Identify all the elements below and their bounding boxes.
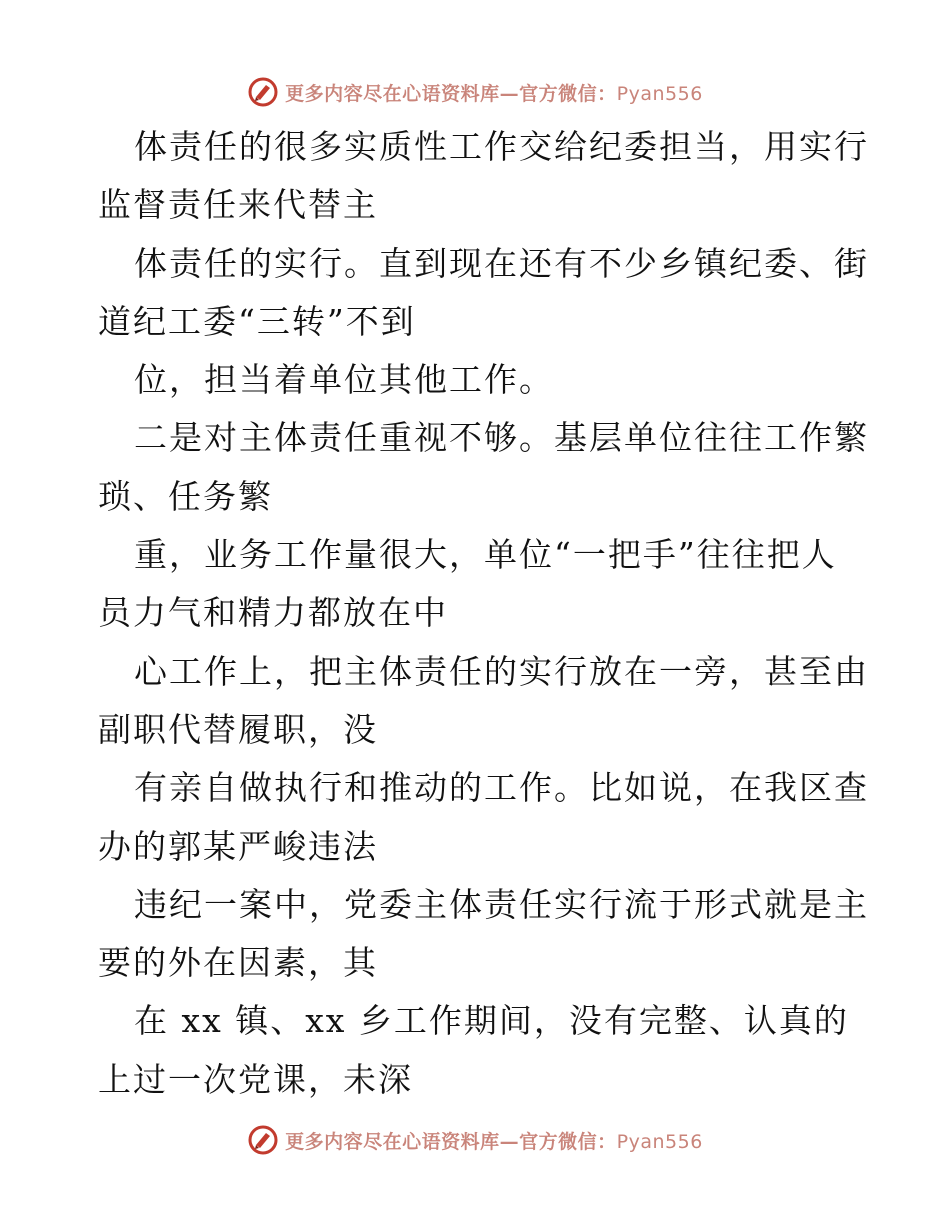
watermark-text: 更多内容尽在心语资料库—官方微信：Pyan556: [285, 1130, 703, 1153]
text-line: 上过一次党课，未深: [98, 1059, 413, 1099]
document-body: [98, 118, 869, 1109]
text-line: 重，业务工作量很大，单位“一把手”往往把人: [134, 535, 837, 575]
text-line: 在 xx 镇、xx 乡工作期间，没有完整、认真的: [134, 1001, 849, 1041]
brand-logo-icon: [247, 1124, 279, 1156]
footer-watermark: [0, 1120, 950, 1160]
text-line: 要的外在因素，其: [98, 943, 378, 983]
text-line: 琐、任务繁: [98, 476, 273, 516]
text-line: 体责任的实行。直到现在还有不少乡镇纪委、街: [134, 243, 869, 283]
text-line: 违纪一案中，党委主体责任实行流于形式就是主: [134, 884, 869, 924]
brand-logo-icon: [247, 76, 279, 108]
text-line: 道纪工委“三转”不到: [98, 301, 416, 341]
text-line: 位，担当着单位其他工作。: [134, 360, 554, 400]
watermark-text: 更多内容尽在心语资料库—官方微信：Pyan556: [285, 82, 703, 105]
text-line: 有亲自做执行和推动的工作。比如说，在我区查: [134, 768, 869, 808]
text-line: 监督责任来代替主: [98, 185, 378, 225]
text-line: 办的郭某严峻违法: [98, 826, 378, 866]
text-line: 二是对主体责任重视不够。基层单位往往工作繁: [134, 418, 869, 458]
text-line: 体责任的很多实质性工作交给纪委担当，用实行: [134, 127, 869, 166]
text-line: 员力气和精力都放在中: [98, 593, 448, 633]
text-line: 副职代替履职，没: [98, 709, 378, 749]
header-watermark: [0, 72, 950, 112]
text-line: 心工作上，把主体责任的实行放在一旁，甚至由: [134, 651, 869, 691]
